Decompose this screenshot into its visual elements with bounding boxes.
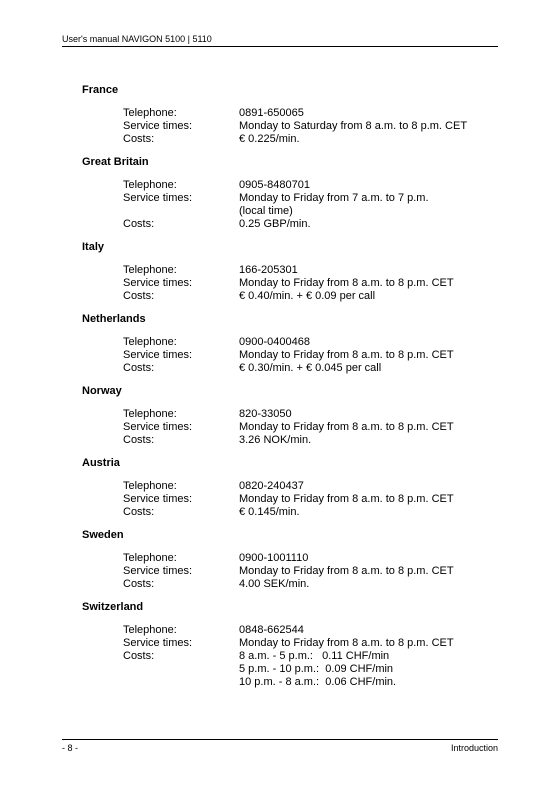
contact-row	[123, 565, 502, 578]
row-value-line: Monday to Friday from 8 a.m. to 8 p.m. CET	[239, 493, 454, 505]
row-value-line: Monday to Saturday from 8 a.m. to 8 p.m. CET	[239, 120, 468, 132]
row-label: Telephone:	[123, 408, 177, 420]
row-value-line: 0900-1001110	[239, 552, 309, 564]
contact-details	[123, 107, 502, 146]
row-label: Costs:	[123, 133, 155, 145]
row-value-line: 8 a.m. - 5 p.m.: 0.11 CHF/min	[239, 650, 390, 662]
row-value	[239, 192, 429, 218]
contact-row	[123, 192, 502, 218]
row-label: Service times:	[123, 493, 193, 505]
contact-details	[123, 179, 502, 231]
row-value	[239, 120, 467, 133]
contact-row	[123, 133, 502, 146]
row-label: Service times:	[123, 565, 193, 577]
contact-row	[123, 637, 502, 650]
row-value	[239, 506, 300, 519]
row-label: Service times:	[123, 349, 193, 361]
row-value-line: Monday to Friday from 7 a.m. to 7 p.m.	[239, 192, 429, 204]
contact-row	[123, 277, 502, 290]
country-heading: France	[82, 84, 119, 96]
row-label: Costs:	[123, 290, 155, 302]
row-value-line: 0905-8480701	[239, 179, 310, 191]
contact-row	[123, 336, 502, 349]
row-value-line: 0900-0400468	[239, 336, 310, 348]
page-number: - 8 -	[62, 743, 79, 753]
page-header	[62, 34, 498, 47]
row-value-line: Monday to Friday from 8 a.m. to 8 p.m. CET	[239, 421, 454, 433]
row-value-line: € 0.145/min.	[239, 506, 300, 518]
row-value	[239, 408, 292, 421]
row-value	[239, 336, 310, 349]
row-value-line: 820-33050	[239, 408, 292, 420]
contact-row	[123, 493, 502, 506]
row-value-line: 0848-662544	[239, 624, 304, 636]
country-section	[82, 84, 502, 146]
row-value-line: 10 p.m. - 8 a.m.: 0.06 CHF/min.	[239, 676, 397, 688]
contact-row	[123, 107, 502, 120]
country-section	[82, 313, 502, 375]
row-value-line: Monday to Friday from 8 a.m. to 8 p.m. CET	[239, 637, 454, 649]
row-label: Telephone:	[123, 552, 177, 564]
row-label: Service times:	[123, 421, 193, 433]
contact-row	[123, 290, 502, 303]
row-value-line: 5 p.m. - 10 p.m.: 0.09 CHF/min	[239, 663, 394, 675]
contact-row	[123, 218, 502, 231]
row-label: Telephone:	[123, 624, 177, 636]
contact-row	[123, 480, 502, 493]
contact-details	[123, 480, 502, 519]
contact-details	[123, 408, 502, 447]
contact-row	[123, 362, 502, 375]
row-label: Costs:	[123, 434, 155, 446]
row-value	[239, 218, 311, 231]
contact-details	[123, 264, 502, 303]
contact-row	[123, 179, 502, 192]
row-value-line: € 0.40/min. + € 0.09 per call	[239, 290, 376, 302]
row-value	[239, 421, 454, 434]
contact-row	[123, 650, 502, 689]
row-value	[239, 480, 304, 493]
row-value	[239, 264, 298, 277]
contact-row	[123, 552, 502, 565]
contact-row	[123, 408, 502, 421]
chapter-title: Introduction	[450, 743, 498, 753]
country-heading: Norway	[82, 385, 122, 397]
country-heading: Sweden	[82, 529, 124, 541]
row-label: Telephone:	[123, 107, 177, 119]
contact-row	[123, 578, 502, 591]
contact-row	[123, 624, 502, 637]
country-section	[82, 156, 502, 231]
row-value-line: 0820-240437	[239, 480, 304, 492]
support-contacts-list	[82, 84, 502, 699]
row-label: Telephone:	[123, 480, 177, 492]
contact-details	[123, 336, 502, 375]
row-value	[239, 552, 308, 565]
row-value-line: € 0.225/min.	[239, 133, 300, 145]
row-value	[239, 578, 309, 591]
contact-row	[123, 434, 502, 447]
row-value	[239, 362, 381, 375]
country-section	[82, 601, 502, 689]
page-footer	[62, 739, 498, 753]
country-heading: Great Britain	[82, 156, 149, 168]
row-value-line: 4.00 SEK/min.	[239, 578, 310, 590]
row-value	[239, 349, 454, 362]
row-value-line: Monday to Friday from 8 a.m. to 8 p.m. CET	[239, 349, 454, 361]
country-section	[82, 457, 502, 519]
country-section	[82, 385, 502, 447]
contact-row	[123, 264, 502, 277]
country-section	[82, 529, 502, 591]
row-value	[239, 277, 454, 290]
contact-details	[123, 624, 502, 689]
country-section	[82, 241, 502, 303]
row-value	[239, 290, 375, 303]
contact-row	[123, 421, 502, 434]
contact-row	[123, 506, 502, 519]
row-label: Telephone:	[123, 179, 177, 191]
row-value	[239, 624, 304, 637]
row-label: Service times:	[123, 120, 193, 132]
row-value-line: 0.25 GBP/min.	[239, 218, 311, 230]
row-label: Telephone:	[123, 264, 177, 276]
row-value	[239, 179, 310, 192]
row-value-line: Monday to Friday from 8 a.m. to 8 p.m. CET	[239, 277, 454, 289]
row-value	[239, 650, 396, 689]
row-value-line: 166-205301	[239, 264, 298, 276]
row-value-line: € 0.30/min. + € 0.045 per call	[239, 362, 382, 374]
header-title: User's manual NAVIGON 5100 | 5110	[62, 34, 212, 44]
country-heading: Italy	[82, 241, 105, 253]
row-value-line: 0891-650065	[239, 107, 304, 119]
row-value	[239, 434, 311, 447]
row-value-line: (local time)	[239, 205, 293, 217]
row-value-line: 3.26 NOK/min.	[239, 434, 312, 446]
row-label: Costs:	[123, 578, 155, 590]
country-heading: Netherlands	[82, 313, 146, 325]
row-value-line: Monday to Friday from 8 a.m. to 8 p.m. CET	[239, 565, 454, 577]
row-label: Costs:	[123, 218, 155, 230]
contact-details	[123, 552, 502, 591]
row-label: Service times:	[123, 637, 193, 649]
row-label: Service times:	[123, 277, 193, 289]
row-label: Costs:	[123, 506, 155, 518]
row-value	[239, 565, 454, 578]
contact-row	[123, 120, 502, 133]
row-value	[239, 133, 300, 146]
row-value	[239, 493, 454, 506]
country-heading: Switzerland	[82, 601, 144, 613]
row-label: Costs:	[123, 362, 155, 374]
row-label: Costs:	[123, 650, 155, 662]
contact-row	[123, 349, 502, 362]
row-label: Telephone:	[123, 336, 177, 348]
row-value	[239, 637, 454, 650]
row-value	[239, 107, 304, 120]
country-heading: Austria	[82, 457, 120, 469]
row-label: Service times:	[123, 192, 193, 204]
